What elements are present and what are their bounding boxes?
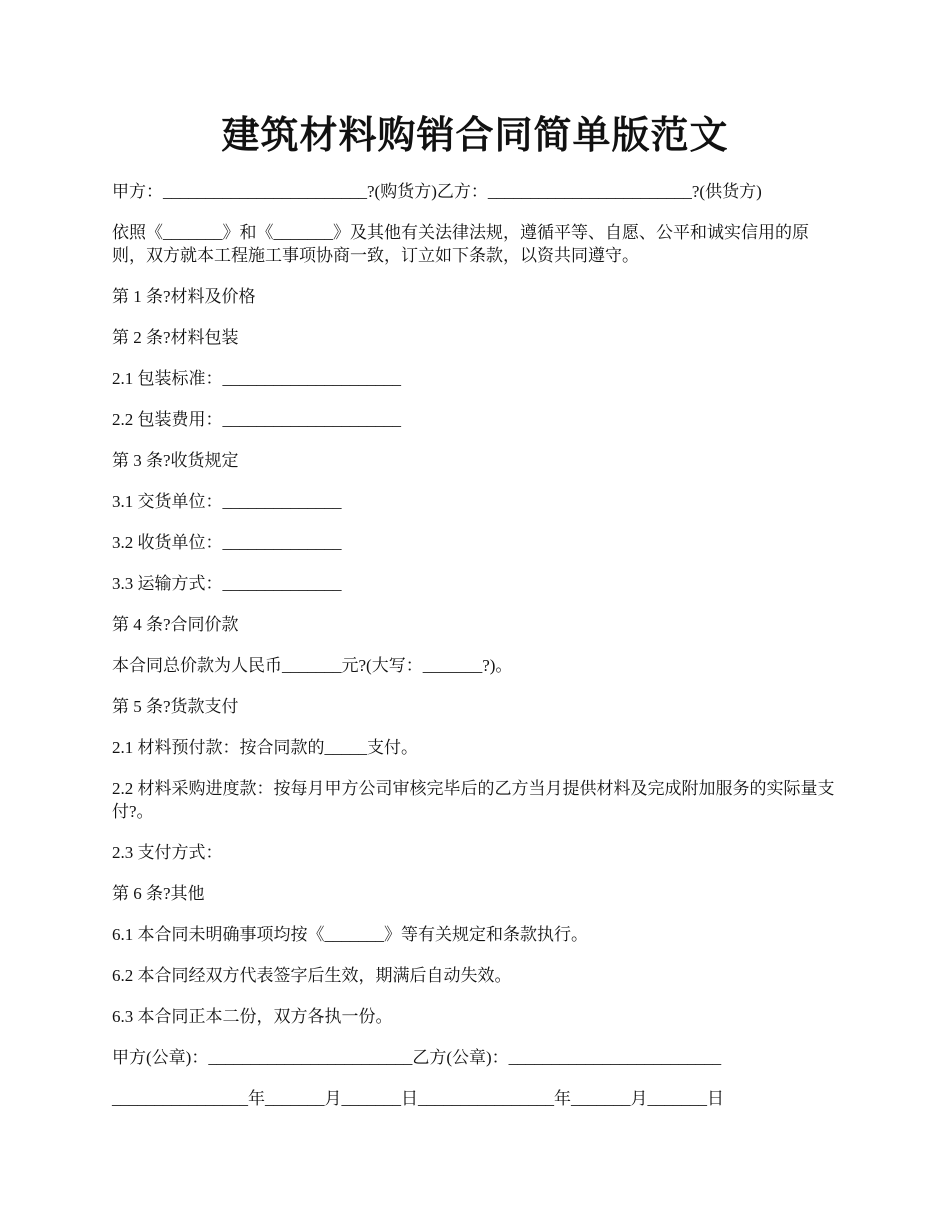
- payment-clause-2-2: 2.2 材料采购进度款：按每月甲方公司审核完毕后的乙方当月提供材料及完成附加服务的实际量支付?。: [112, 779, 835, 821]
- article-3-heading: 第 3 条?收货规定: [112, 451, 239, 470]
- clause-3-2: 3.2 收货单位：______________: [112, 533, 342, 552]
- payment-clause-2-1: 2.1 材料预付款：按合同款的_____支付。: [112, 738, 418, 757]
- article-4-heading: 第 4 条?合同价款: [112, 615, 239, 634]
- article-5-heading: 第 5 条?货款支付: [112, 697, 239, 716]
- clause-2-1: 2.1 包装标准：_____________________: [112, 369, 401, 388]
- clause-3-3: 3.3 运输方式：______________: [112, 574, 342, 593]
- clause-2-2: 2.2 包装费用：_____________________: [112, 410, 401, 429]
- clause-3-1: 3.1 交货单位：______________: [112, 492, 342, 511]
- article-2-heading: 第 2 条?材料包装: [112, 328, 239, 347]
- signature-date-line: ________________年_______月_______日________________年_______月_______日: [112, 1089, 724, 1108]
- preamble-paragraph: 依照《_______》和《_______》及其他有关法律法规，遵循平等、自愿、公平和诚实信用的原则，双方就本工程施工事项协商一致，订立如下条款，以资共同遵守。: [112, 223, 809, 265]
- clause-6-1: 6.1 本合同未明确事项均按《_______》等有关规定和条款执行。: [112, 925, 588, 944]
- document-title: 建筑材料购销合同简单版范文: [221, 115, 729, 157]
- clause-6-3: 6.3 本合同正本二份，双方各执一份。: [112, 1007, 393, 1026]
- clause-6-2: 6.2 本合同经双方代表签字后生效，期满后自动失效。: [112, 966, 512, 985]
- signature-seal-line: 甲方(公章)：________________________乙方(公章)：_________________________: [112, 1048, 722, 1067]
- article-6-heading: 第 6 条?其他: [112, 884, 205, 903]
- document-body: [112, 180, 840, 1128]
- parties-line: 甲方：________________________?(购货方)乙方：________________________?(供货方): [112, 182, 762, 201]
- contract-price-line: 本合同总价款为人民币_______元?(大写：_______?)。: [112, 656, 513, 675]
- payment-clause-2-3: 2.3 支付方式：: [112, 843, 223, 862]
- article-1-heading: 第 1 条?材料及价格: [112, 287, 256, 306]
